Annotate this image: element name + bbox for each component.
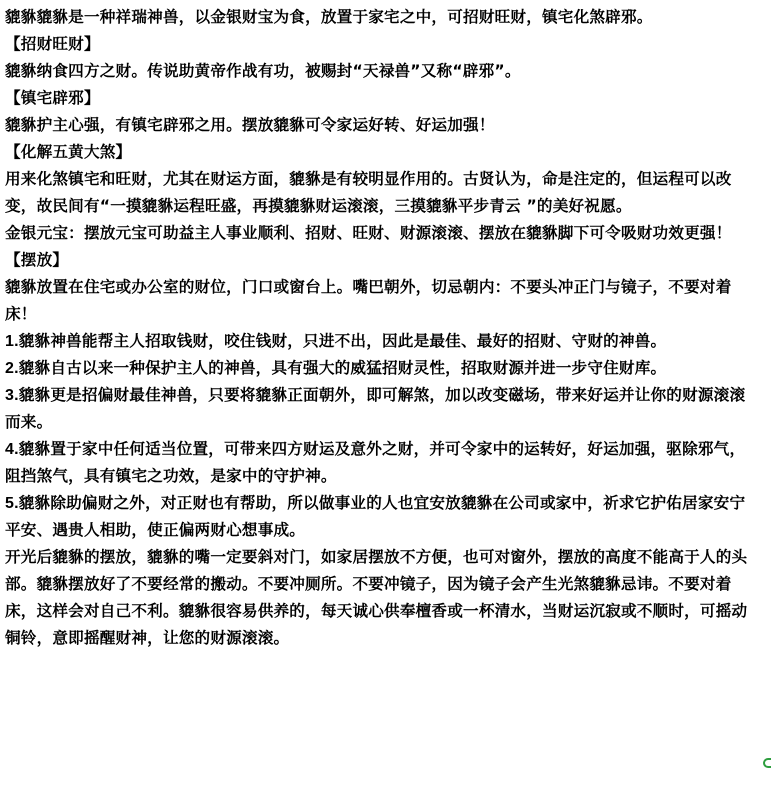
list-item-text: 貔貅自古以来一种保护主人的神兽，具有强大的威猛招财灵性，招取财源并进一步守住财库。 bbox=[18, 359, 667, 377]
section-heading-protection: 【镇宅辟邪】 bbox=[5, 89, 100, 107]
section-heading-wuhuang: 【化解五黄大煞】 bbox=[5, 143, 132, 161]
section-paragraph: 貔貅放置在住宅或办公室的财位，门口或窗台上。嘴巴朝外，切忌朝内：不要头冲正门与镜子，不要对着床！ bbox=[5, 278, 732, 323]
intro-paragraph: 貔貅貔貅是一种祥瑞神兽，以金银财宝为食，放置于家宅之中，可招财旺财，镇宅化煞辟邪。 bbox=[5, 8, 653, 26]
list-item-number: 2. bbox=[5, 360, 19, 377]
edge-mark-icon bbox=[763, 758, 771, 768]
list-item-number: 5. bbox=[5, 495, 19, 512]
list-item-text: 貔貅神兽能帮主人招取钱财，咬住钱财，只进不出，因此是最佳、最好的招财、守财的神兽。 bbox=[18, 332, 667, 350]
section-paragraph: 金银元宝：摆放元宝可助益主人事业顺利、招财、旺财、财源滚滚、摆放在貔貅脚下可令吸财功效更强！ bbox=[5, 224, 732, 242]
list-item-text: 貔貅更是招偏财最佳神兽，只要将貔貅正面朝外，即可解煞，加以改变磁场，带来好运并让你的财源滚滚而来。 bbox=[5, 386, 746, 431]
list-item-text: 貔貅除助偏财之外，对正财也有帮助，所以做事业的人也宜安放貔貅在公司或家中，祈求它护佑居家安宁平安、遇贵人相助，使正偏两财心想事成。 bbox=[5, 494, 746, 539]
list-item-number: 4. bbox=[5, 441, 19, 458]
list-item bbox=[5, 355, 757, 382]
section-paragraph: 貔貅护主心强，有镇宅辟邪之用。摆放貔貅可令家运好转、好运加强！ bbox=[5, 116, 495, 134]
section-paragraph: 貔貅纳食四方之财。传说助黄帝作战有功，被赐封“天禄兽”又称“辟邪”。 bbox=[5, 62, 521, 80]
list-item bbox=[5, 490, 757, 544]
list-item-number: 1. bbox=[5, 333, 19, 350]
section-heading-placement: 【摆放】 bbox=[5, 251, 69, 269]
closing-paragraph: 开光后貔貅的摆放，貔貅的嘴一定要斜对门，如家居摆放不方便，也可对窗外，摆放的高度不能高于人的头部。貔貅摆放好了不要经常的搬动。不要冲厕所。不要冲镜子，因为镜子会产生光煞貔貅忌讳。不要对着床，这样会对自己不利。貔貅很容易供养的，每天诚心供奉檀香或一杯清水，当财运沉寂或不顺时，可摇动铜铃，意即摇醒财神，让您的财源滚滚。 bbox=[5, 548, 748, 647]
article-body bbox=[5, 4, 757, 652]
list-item bbox=[5, 436, 757, 490]
section-heading-wealth: 【招财旺财】 bbox=[5, 35, 100, 53]
list-item bbox=[5, 382, 757, 436]
list-item bbox=[5, 328, 757, 355]
list-item-number: 3. bbox=[5, 387, 19, 404]
section-paragraph: 用来化煞镇宅和旺财，尤其在财运方面，貔貅是有较明显作用的。古贤认为，命是注定的，但运程可以改变，故民间有“一摸貔貅运程旺盛，再摸貔貅财运滚滚，三摸貔貅平步青云 ”的美好祝愿。 bbox=[5, 170, 732, 215]
list-item-text: 貔貅置于家中任何适当位置，可带来四方财运及意外之财，并可令家中的运转好，好运加强，驱除邪气，阻挡煞气，具有镇宅之功效，是家中的守护神。 bbox=[5, 440, 746, 485]
